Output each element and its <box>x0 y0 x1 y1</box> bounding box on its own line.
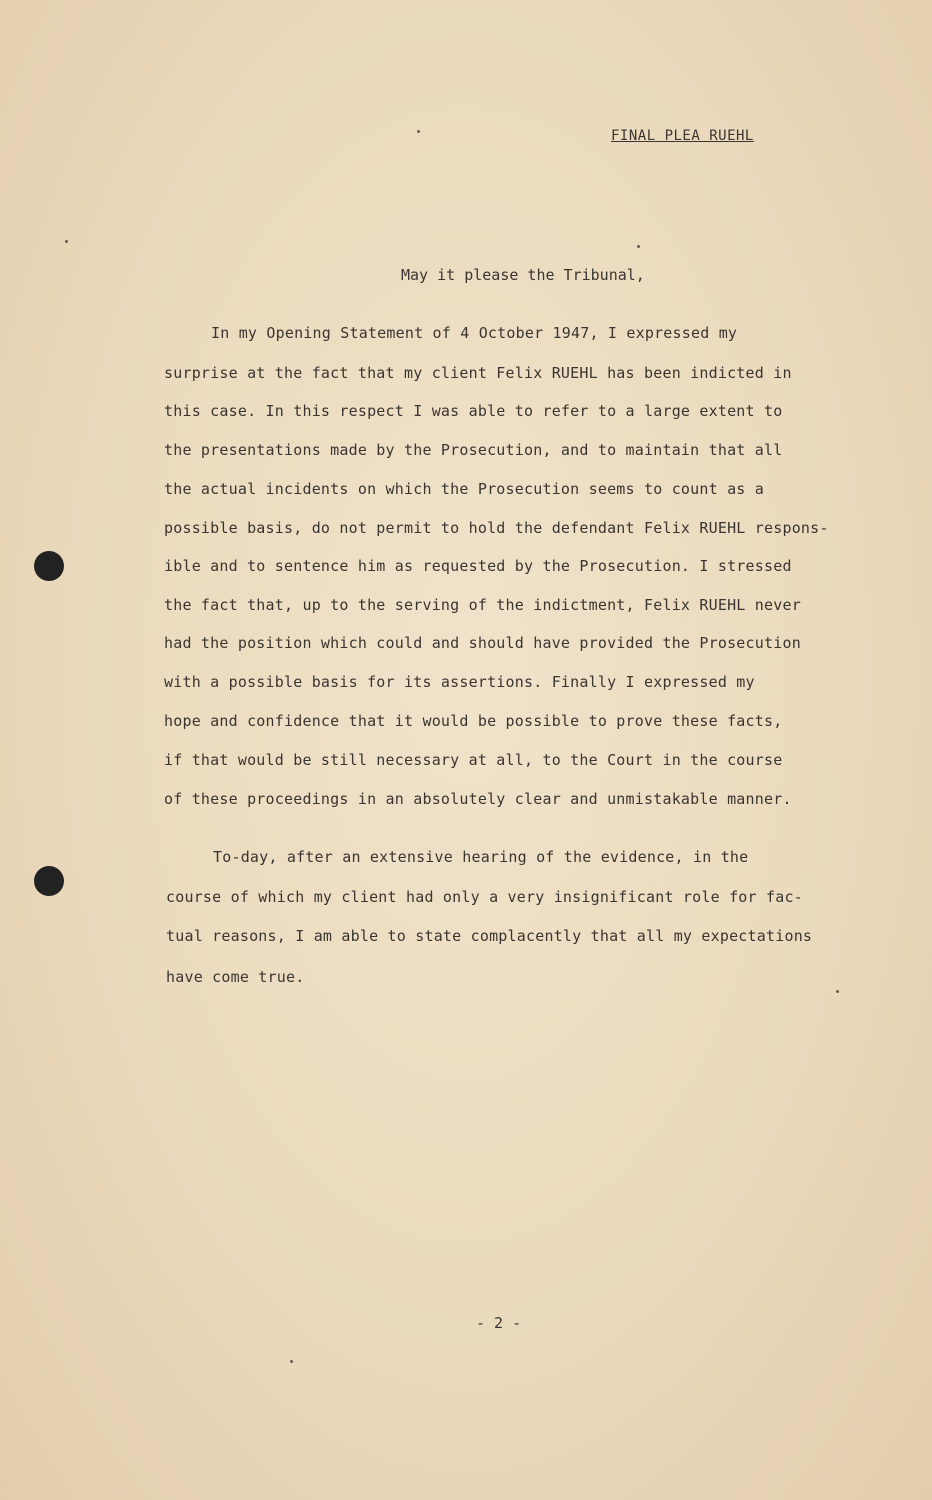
body-line: tual reasons, I am able to state complacently that all my expectations <box>166 927 813 945</box>
paper-speck <box>836 990 839 993</box>
body-line: have come true. <box>166 968 305 986</box>
body-line: ible and to sentence him as requested by the Prosecution. I stressed <box>164 557 792 575</box>
body-line: with a possible basis for its assertions. Finally I expressed my <box>164 673 755 691</box>
body-line: hope and confidence that it would be possible to prove these facts, <box>164 712 783 730</box>
body-line: surprise at the fact that my client Felix RUEHL has been indicted in <box>164 364 792 382</box>
body-line: In my Opening Statement of 4 October 1947, I expressed my <box>211 324 738 342</box>
page-number: - 2 - <box>476 1314 522 1332</box>
body-line: this case. In this respect I was able to refer to a large extent to <box>164 402 783 420</box>
punch-hole-top <box>34 551 64 581</box>
punch-hole-bottom <box>34 866 64 896</box>
paper-speck <box>290 1360 293 1363</box>
body-line: the presentations made by the Prosecution, and to maintain that all <box>164 441 783 459</box>
document-header-title: FINAL PLEA RUEHL <box>611 128 754 144</box>
body-line: the actual incidents on which the Prosecution seems to count as a <box>164 480 764 498</box>
body-line: To-day, after an extensive hearing of the evidence, in the <box>213 848 749 866</box>
paper-speck <box>65 240 68 243</box>
body-line: the fact that, up to the serving of the indictment, Felix RUEHL never <box>164 596 801 614</box>
paper-speck <box>417 130 420 133</box>
body-line: of these proceedings in an absolutely clear and unmistakable manner. <box>164 790 792 808</box>
body-line: had the position which could and should have provided the Prosecution <box>164 634 801 652</box>
body-line: possible basis, do not permit to hold the defendant Felix RUEHL respons- <box>164 519 829 537</box>
body-line: course of which my client had only a very insignificant role for fac- <box>166 888 803 906</box>
salutation: May it please the Tribunal, <box>401 266 645 284</box>
paper-speck <box>637 245 640 248</box>
body-line: if that would be still necessary at all, to the Court in the course <box>164 751 783 769</box>
